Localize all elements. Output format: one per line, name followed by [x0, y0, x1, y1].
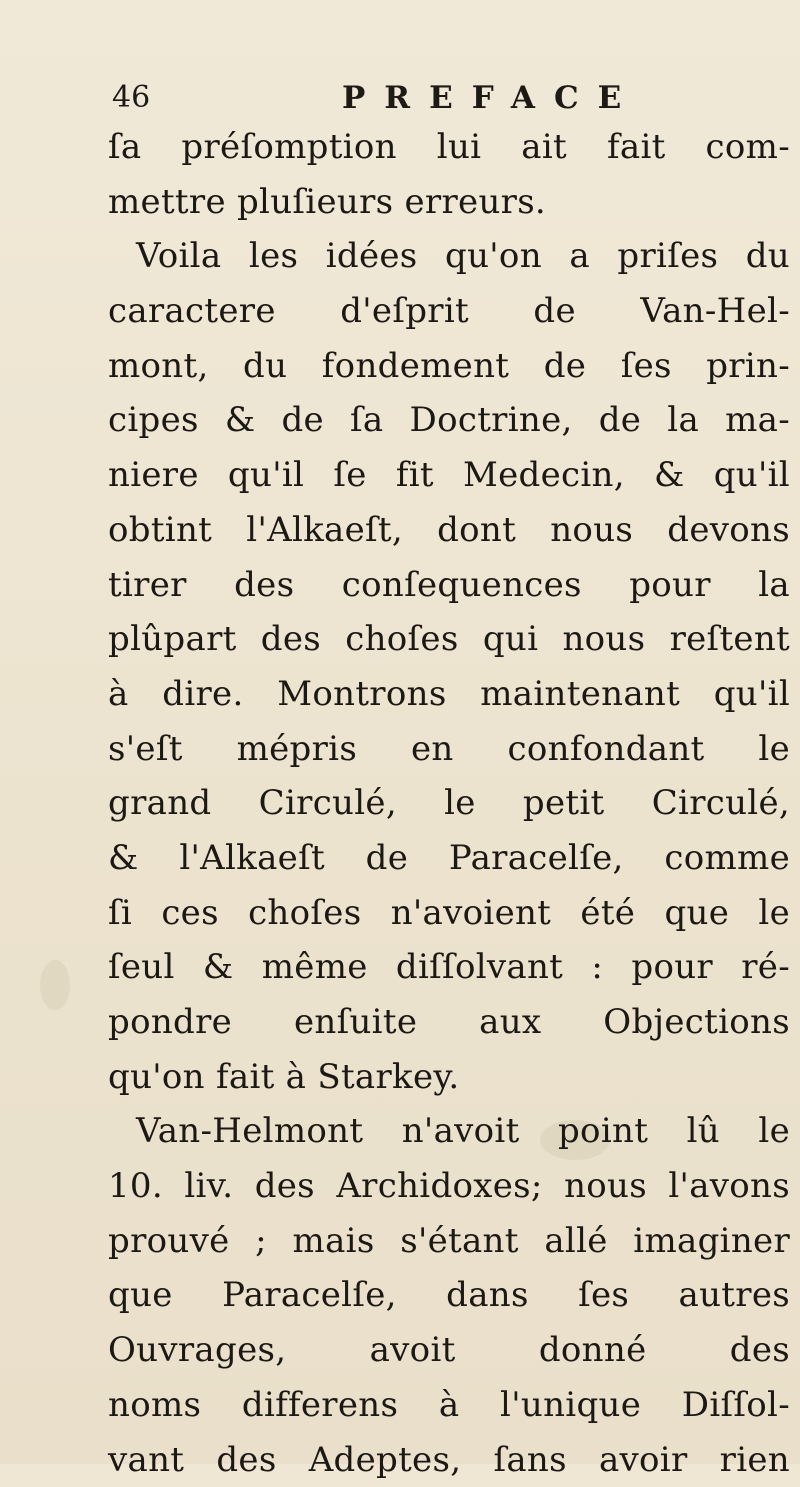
text-line: ſa préſomption lui ait fait com-	[108, 120, 790, 175]
running-title: PREFACE	[342, 78, 640, 118]
text-line: tirer des conſequences pour la	[108, 558, 790, 613]
paper-stain	[40, 960, 70, 1010]
text-line: pondre enſuite aux Objections	[108, 995, 790, 1050]
text-line: caractere d'eſprit de Van-Hel-	[108, 284, 790, 339]
page-number: 46	[112, 78, 150, 118]
text-line: ſeul & même diſſolvant : pour ré-	[108, 940, 790, 995]
text-line: prouvé ; mais s'étant allé imaginer	[108, 1214, 790, 1269]
text-line: niere qu'il ſe fit Medecin, & qu'il	[108, 448, 790, 503]
text-line: cipes & de ſa Doctrine, de la ma-	[108, 393, 790, 448]
page-header	[112, 78, 672, 122]
text-line: plûpart des choſes qui nous reſtent	[108, 612, 790, 667]
text-line: obtint l'Alkaeſt, dont nous devons	[108, 503, 790, 558]
text-line: mont, du fondement de ſes prin-	[108, 339, 790, 394]
text-line: qu'on fait à Starkey.	[108, 1050, 790, 1105]
text-line: & l'Alkaeſt de Paracelſe, comme	[108, 831, 790, 886]
text-line: ſi ces choſes n'avoient été que le	[108, 886, 790, 941]
text-line: Van-Helmont n'avoit point lû le	[108, 1104, 790, 1159]
text-line: 10. liv. des Archidoxes; nous l'avons	[108, 1159, 790, 1214]
text-line: vant des Adeptes, ſans avoir rien	[108, 1433, 790, 1487]
text-line: s'eſt mépris en confondant le	[108, 722, 790, 777]
text-line: noms differens à l'unique Diſſol-	[108, 1378, 790, 1433]
text-line: Voila les idées qu'on a priſes du	[108, 229, 790, 284]
text-line: à dire. Montrons maintenant qu'il	[108, 667, 790, 722]
text-line: grand Circulé, le petit Circulé,	[108, 776, 790, 831]
text-line: Ouvrages, avoit donné des	[108, 1323, 790, 1378]
text-line: que Paracelſe, dans ſes autres	[108, 1268, 790, 1323]
text-line: mettre pluſieurs erreurs.	[108, 175, 790, 230]
body-text	[108, 120, 790, 1487]
